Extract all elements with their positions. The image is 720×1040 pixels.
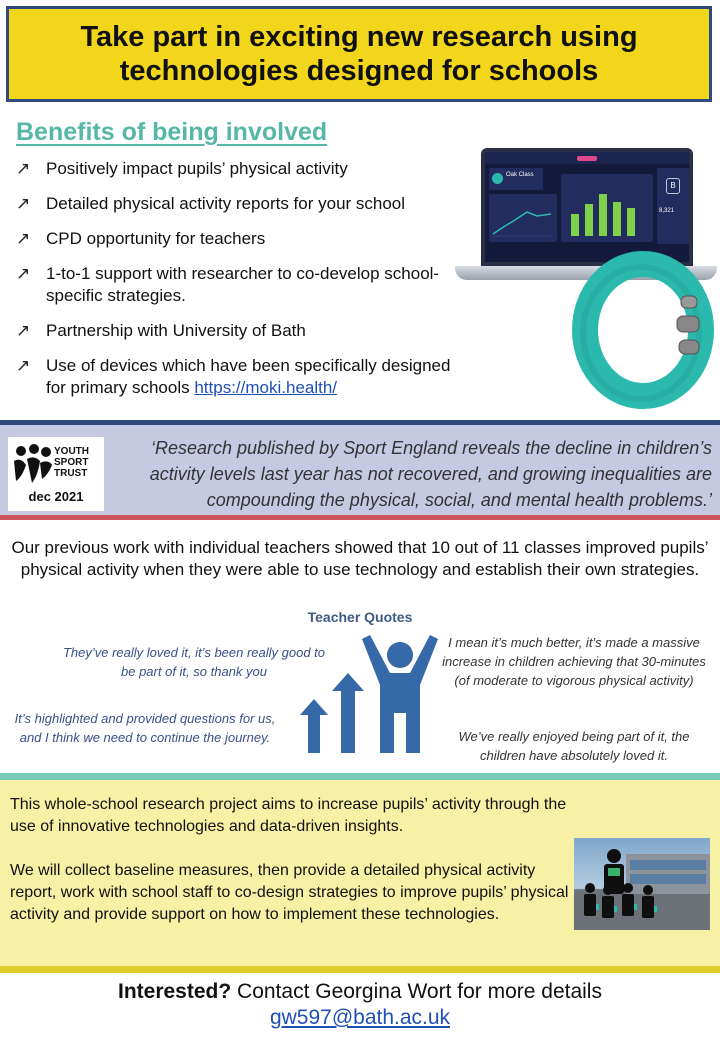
growth-figure-icon: [296, 635, 442, 757]
bar-graph-panel: [561, 174, 653, 242]
device-illustration: [455, 148, 715, 418]
project-paragraph-1: This whole-school research project aims to increase pupils’ activity through the use of innovative technologies and data-driven insights.: [10, 796, 567, 835]
previous-work-section: [0, 525, 720, 773]
teacher-quote-bottom-right: We’ve really enjoyed being part of it, the children have absolutely loved it.: [458, 729, 690, 763]
logo-wordmark: YOUTH SPORT TRUST: [54, 446, 89, 479]
teacher-quotes-heading: Teacher Quotes: [307, 609, 413, 625]
diagonal-arrow-icon: ↗: [16, 264, 31, 283]
moki-logo: [577, 156, 597, 161]
list-item: ↗ CPD opportunity for teachers: [16, 229, 266, 248]
page-title: [80, 20, 637, 88]
stats-panel: B 8,321: [657, 168, 689, 244]
title-banner: [6, 6, 712, 102]
sport-england-quote: ‘Research published by Sport England reveals the decline in children’s activity levels last year has not recovered, and growing inequalities are compounding the physical, social, and mental health problems.’: [149, 438, 712, 510]
teacher-quote-top-left: They’ve really loved it, it’s been really good to be part of it, so thank you: [62, 645, 326, 679]
line-graph-panel: [489, 194, 557, 242]
project-paragraph-2: We will collect baseline measures, then provide a detailed physical activity report, work with school staff to co-design strategies to improve pupils’ physical activity and provide support on how to implement these technologies.: [10, 862, 569, 923]
school-photo: [574, 838, 710, 930]
contact-line: Interested? Contact Georgina Wort for more details: [118, 980, 602, 1003]
school-building-illustration: [574, 838, 710, 930]
list-item: ↗ Use of devices which have been specifically designed for primary schools https://moki.health/: [16, 356, 451, 397]
list-item: ↗ Detailed physical activity reports for your school: [16, 194, 406, 213]
figures-icon: [12, 443, 54, 485]
moki-link[interactable]: https://moki.health/: [194, 378, 338, 397]
benefits-heading: Benefits of being involved: [16, 118, 328, 146]
youth-sport-trust-logo: [8, 437, 104, 511]
wristband-icon: [565, 248, 715, 413]
title-line-1: Take part in exciting new research using: [80, 21, 638, 53]
contact-email-link[interactable]: gw597@bath.ac.uk: [269, 1006, 451, 1029]
teacher-quote-bottom-left: It’s highlighted and provided questions for us, and I think we need to continue the journey.: [14, 711, 276, 745]
dashboard-header: [485, 152, 689, 164]
logo-date: dec 2021: [28, 489, 84, 504]
list-item: ↗ Partnership with University of Bath: [16, 321, 306, 340]
diagonal-arrow-icon: ↗: [16, 356, 31, 375]
class-panel: Oak Class: [489, 168, 543, 190]
list-item: ↗ 1-to-1 support with researcher to co-develop school-specific strategies.: [16, 264, 440, 305]
teacher-quote-top-right: I mean it’s much better, it’s made a massive increase in children achieving that 30-minutes (of moderate to vigorous physical activity): [442, 635, 706, 688]
quote-band: [0, 420, 720, 520]
bar-graph-icon: [561, 174, 653, 242]
line-graph-icon: [489, 194, 557, 242]
list-item: ↗ Positively impact pupils’ physical activity: [16, 159, 348, 178]
project-description: [10, 794, 570, 926]
diagonal-arrow-icon: ↗: [16, 229, 31, 248]
project-band: [0, 773, 720, 973]
contact-section: [0, 980, 720, 1030]
benefits-list: [16, 158, 466, 412]
diagonal-arrow-icon: ↗: [16, 321, 31, 340]
previous-work-text: Our previous work with individual teachers showed that 10 out of 11 classes improved pupils’ physical activity when they were able to use technology and establish their own strategies.: [11, 538, 709, 579]
diagonal-arrow-icon: ↗: [16, 159, 31, 178]
diagonal-arrow-icon: ↗: [16, 194, 31, 213]
title-line-2: technologies designed for schools: [119, 55, 599, 87]
